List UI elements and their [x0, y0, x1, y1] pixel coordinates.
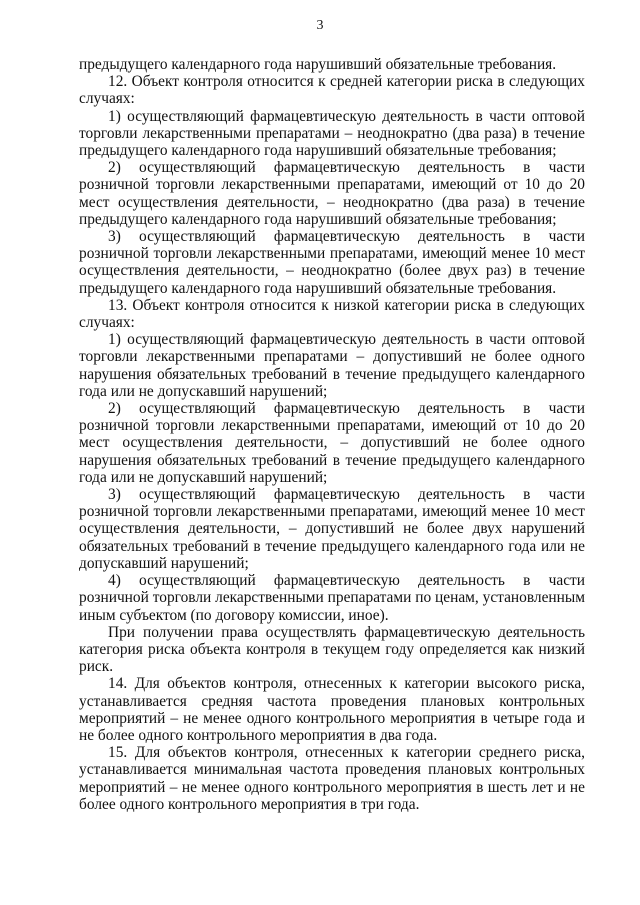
paragraph-item-12: 12. Объект контроля относится к средней категории риска в следующих случаях: — [79, 73, 585, 108]
paragraph-13-sub-4: 4) осуществляющий фармацевтическую деятельность в части розничной торговли лекарственными препаратами по ценам, установленным иным субъектом (по договору комиссии, иное). — [79, 572, 585, 624]
paragraph-continuation: предыдущего календарного года нарушивший обязательные требования. — [79, 56, 557, 73]
paragraph-13-sub-2: 2) осуществляющий фармацевтическую деятельность в части розничной торговли лекарственными препаратами, имеющий от 10 до 20 мест осуществления деятельности, – допустивший не более одного нарушения обязательных требований в течение предыдущего календарного года или не допускавший нарушений; — [79, 400, 585, 486]
paragraph-item-13: 13. Объект контроля относится к низкой категории риска в следующих случаях: — [79, 296, 585, 332]
document-body — [79, 56, 585, 813]
paragraph-item-14: 14. Для объектов контроля, отнесенных к категории высокого риска, устанавливается средняя частота проведения плановых контрольных мероприятий – не менее одного контрольного мероприятия в четыре года и не более одного контрольного мероприятия в два года. — [79, 675, 585, 744]
paragraph-12-sub-1: 1) осуществляющий фармацевтическую деятельность в части оптовой торговли лекарственными препаратами – неоднократно (два раза) в течение предыдущего календарного года нарушивший обязательные требования; — [79, 107, 585, 160]
page-number: 3 — [316, 18, 324, 33]
paragraph-13-sub-3: 3) осуществляющий фармацевтическую деятельность в части розничной торговли лекарственными препаратами, имеющий менее 10 мест осуществления деятельности, – допустивший не более двух нарушений обязательных требований в течение предыдущего календарного года или не допускавший нарушений; — [79, 486, 585, 572]
paragraph-13-sub-1: 1) осуществляющий фармацевтическую деятельность в части оптовой торговли лекарственными препаратами – допустивший не более одного нарушения обязательных требований в течение предыдущего календарного года или не допускавший нарушений; — [79, 331, 585, 400]
paragraph-12-sub-2: 2) осуществляющий фармацевтическую деятельность в части розничной торговли лекарственными препаратами, имеющий от 10 до 20 мест осуществления деятельности, – неоднократно (два раза) в течение предыдущего календарного года нарушивший обязательные требования; — [79, 159, 585, 228]
paragraph-license-note: При получении права осуществлять фармацевтическую деятельность категория риска объекта контроля в текущем году определяется как низкий риск. — [79, 623, 585, 676]
paragraph-12-sub-3: 3) осуществляющий фармацевтическую деятельность в части розничной торговли лекарственными препаратами, имеющий менее 10 мест осуществления деятельности, – неоднократно (более двух раз) в течение предыдущего календарного года нарушивший обязательные требования. — [79, 228, 585, 297]
paragraph-item-15: 15. Для объектов контроля, отнесенных к категории среднего риска, устанавливается минимальная частота проведения плановых контрольных мероприятий – не менее одного контрольного мероприятия в шесть лет и не более одного контрольного мероприятия в три года. — [79, 744, 585, 813]
